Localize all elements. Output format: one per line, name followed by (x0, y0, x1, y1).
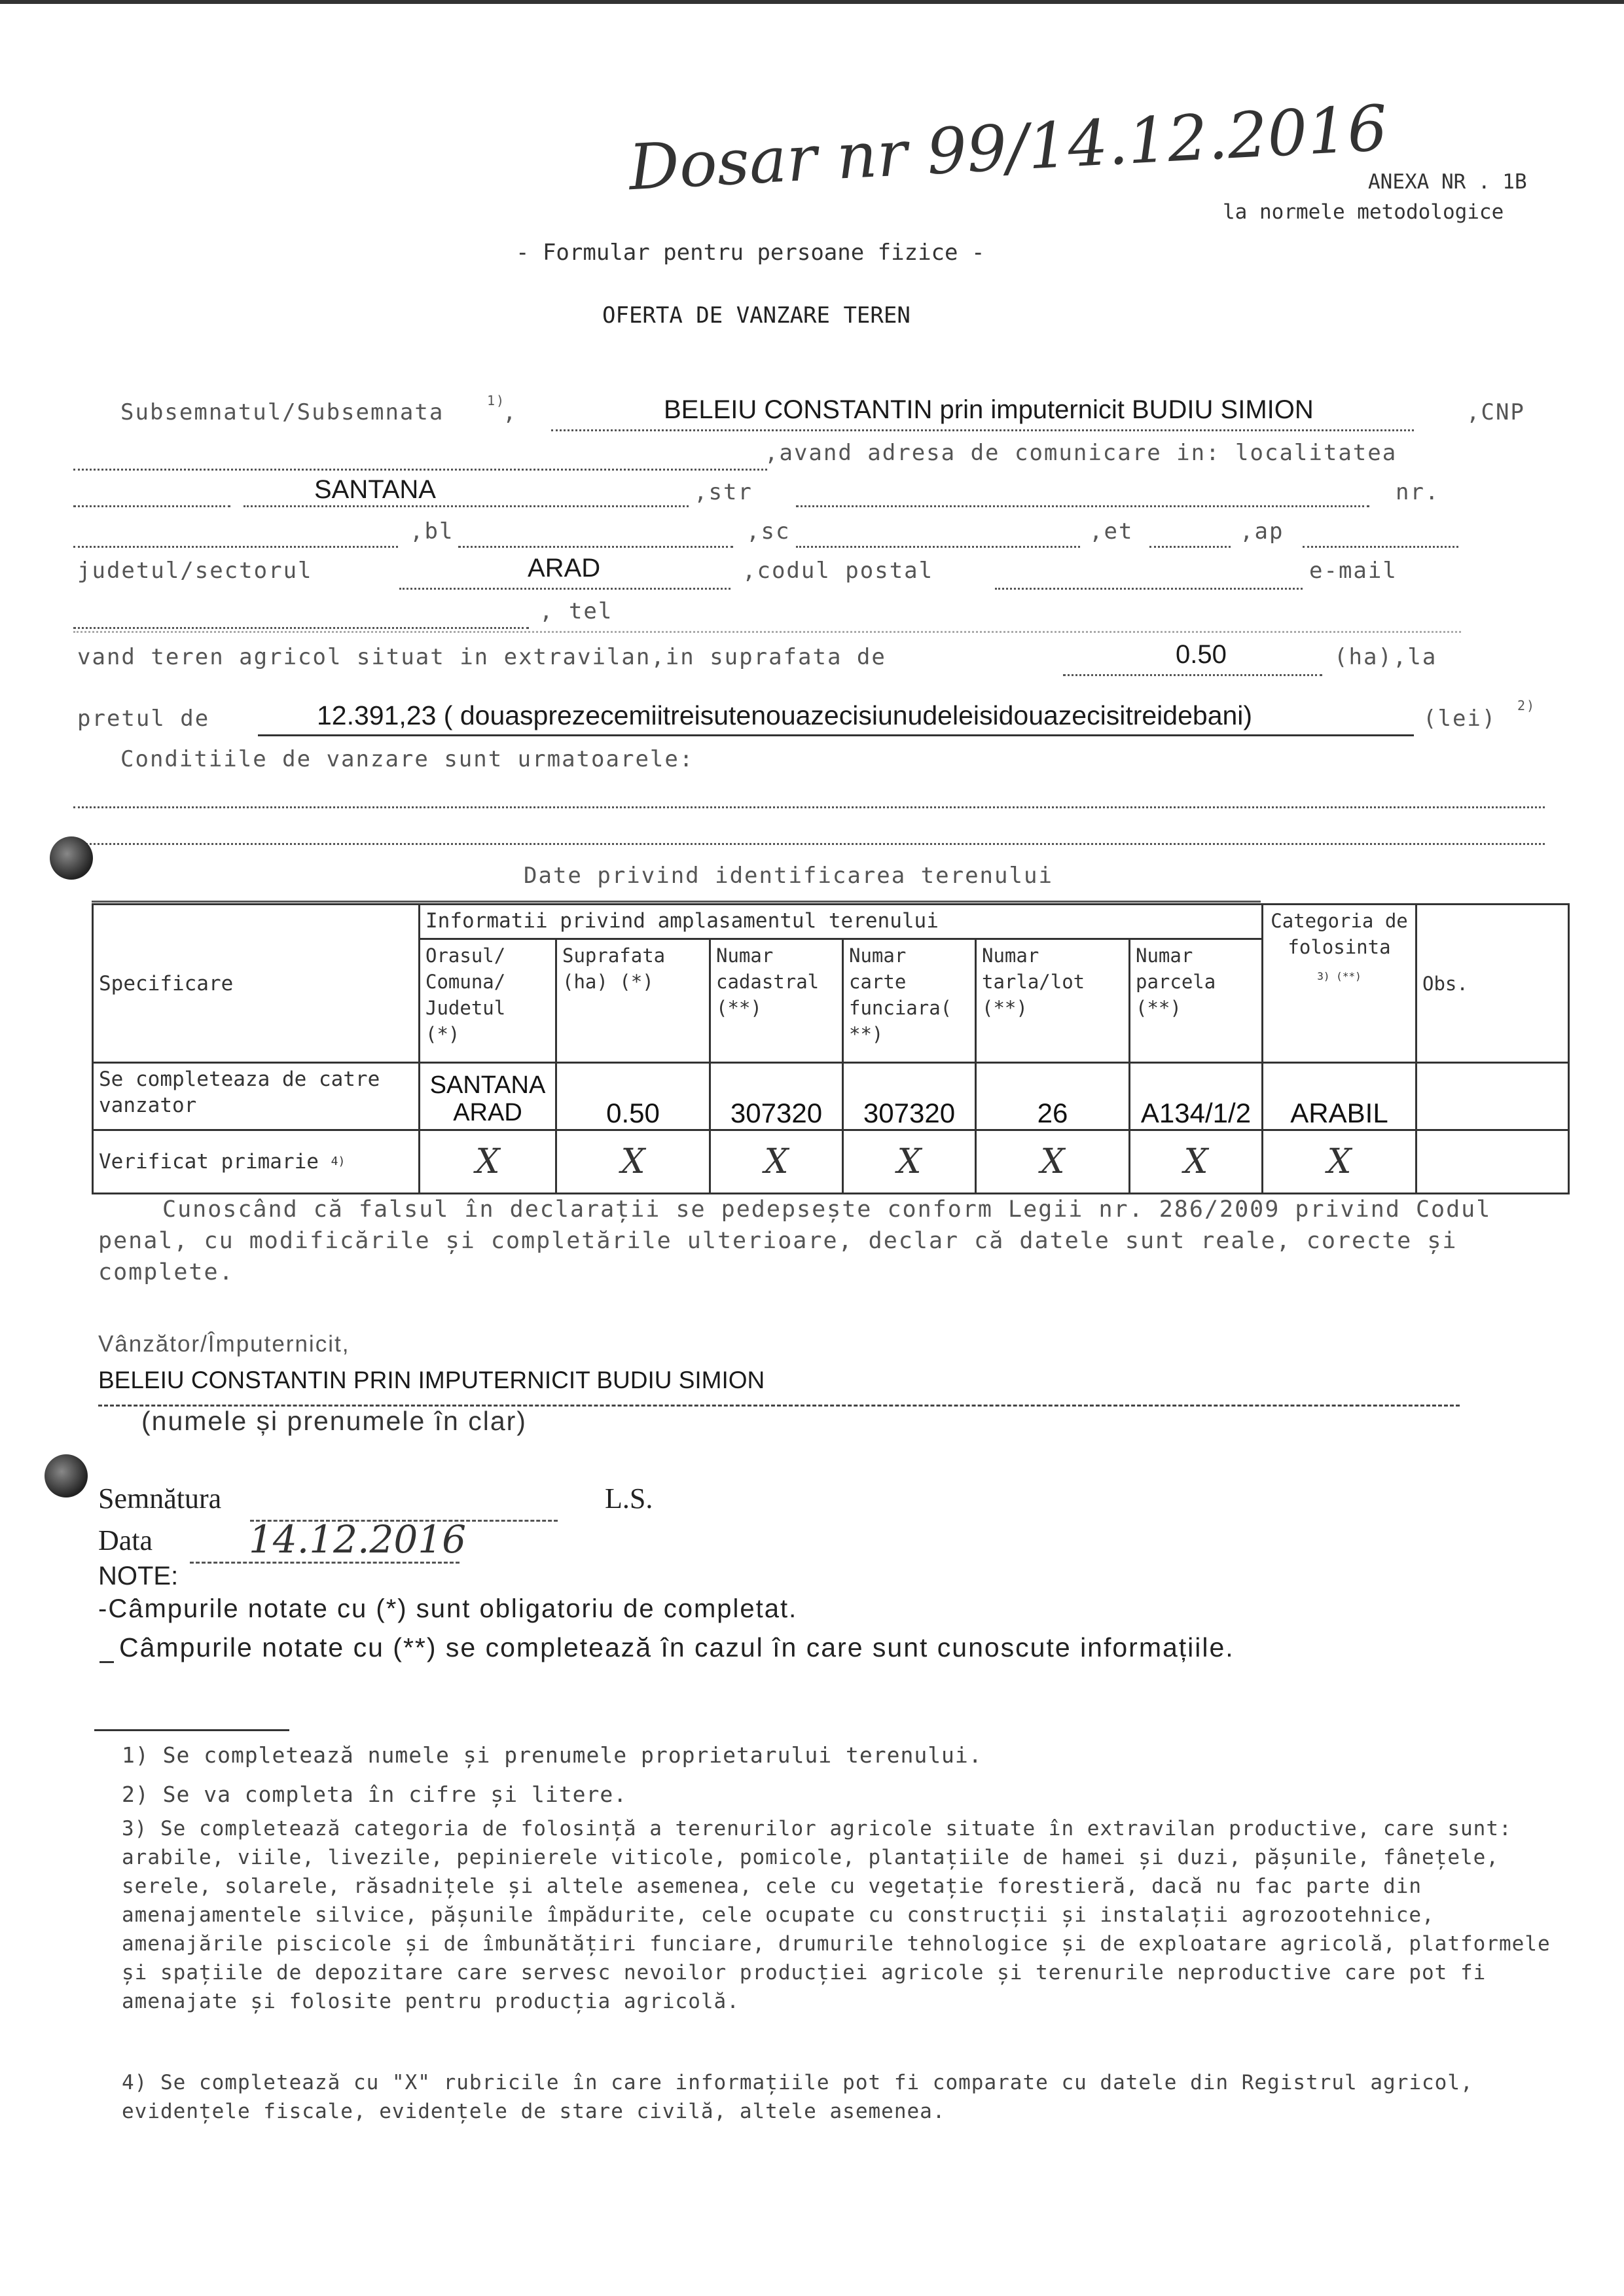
cell-categoria[interactable]: ARABIL (1263, 1063, 1416, 1130)
check-suprafata[interactable]: X (556, 1130, 710, 1194)
str-label: ,str (694, 479, 753, 505)
sc-field-line[interactable] (796, 546, 1080, 548)
group-header: Informatii privind amplasamentul terenului (420, 905, 1263, 939)
col-cadastral-header: Numar cadastral (**) (710, 939, 843, 1063)
lei-label: (lei) (1423, 706, 1497, 732)
str-field-line[interactable] (796, 505, 1369, 507)
adresa-label: ,avand adresa de comunicare in: localitatea (765, 440, 1398, 466)
cod-postal-label: ,codul postal (742, 558, 934, 584)
footnote-2-marker: 2) (1517, 698, 1536, 713)
punch-hole-bottom (45, 1454, 88, 1498)
annex-number: ANEXA NR . 1B (1368, 170, 1527, 194)
subsemnatul-field[interactable]: BELEIU CONSTANTIN prin imputernicit BUDIU SIMION (664, 395, 1314, 424)
col-orasul-header: Orasul/ Comuna/ Judetul (*) (420, 939, 556, 1063)
table-caption: Date privind identificarea terenului (524, 863, 1053, 889)
footnote-2: 2) Se va completa în cifre și litere. (122, 1782, 628, 1807)
bl-field-line[interactable] (458, 546, 733, 548)
footnote-3: 3) Se completează categoria de folosință a terenurilor agricole situate în extravilan productive, care sunt: arabile, viile, livezile, pepinierele viticole, pomicole, plantațiile de hamei și duzi, pășunile, fânețele, serele, solarele, răsadnițele și altele asemenea, cele cu vegetație forestieră, dacă nu fac parte din amenajamentele silvice, pășunile împădurite, cele ocupate cu construcții și instalații agrozootehnice, amenajările piscicole și de îmbunătățiri funciare, drumurile tehnologice și de exploatare agricolă, platformele și spațiile de depozitare care servesc nevoilor producției agricole și terenurile neproductive care pot fi amenajate și folosite pentru producția agricolă. (122, 1817, 1551, 2013)
notes-heading: NOTE: (98, 1562, 179, 1590)
footnote-1: 1) Se completează numele și prenumele proprietarului terenului. (122, 1742, 983, 1768)
judet-field-line (399, 588, 731, 590)
judet-field[interactable]: ARAD (528, 554, 601, 583)
teren-text: vand teren agricol situat in extravilan,in suprafata de (77, 644, 886, 670)
email-label: e-mail (1309, 558, 1398, 584)
signatory-name-caption: (numele și prenumele în clar) (141, 1406, 527, 1436)
footnote-separator (94, 1729, 289, 1731)
tel-label: , tel (539, 598, 613, 624)
tel-field-line[interactable] (73, 631, 1461, 633)
conditii-label: Conditiile de vanzare sunt urmatoarele: (120, 746, 695, 772)
signatory-name-field[interactable]: BELEIU CONSTANTIN PRIN IMPUTERNICIT BUDIU SIMION (98, 1367, 765, 1393)
subsemnatul-label: Subsemnatul/Subsemnata (120, 399, 444, 425)
row-primarie-label (93, 1130, 420, 1194)
cod-postal-field-line[interactable] (995, 588, 1303, 590)
conditii-line-2[interactable] (73, 843, 1545, 845)
data-field[interactable]: 14.12.2016 (249, 1517, 467, 1562)
obs-header: Obs. (1416, 905, 1569, 1063)
check-orasul[interactable]: X (420, 1130, 556, 1194)
col-carte-funciara-header: Numar carte funciara( **) (843, 939, 976, 1063)
suprafata-field[interactable]: 0.50 (1176, 640, 1227, 669)
et-field-line[interactable] (1149, 546, 1231, 548)
ap-label: ,ap (1240, 518, 1284, 545)
scan-top-edge (0, 0, 1624, 4)
ls-label: L.S. (605, 1482, 653, 1515)
handwritten-dossier-ref: Dosar nr 99/14.12.2016 (626, 91, 1390, 205)
annex-subtitle: la normele metodologice (1223, 200, 1504, 224)
page-title: OFERTA DE VANZARE TEREN (602, 302, 911, 329)
col-tarla-header: Numar tarla/lot (**) (976, 939, 1130, 1063)
form-type: - Formular pentru persoane fizice - (516, 240, 985, 266)
conditii-line-1[interactable] (73, 806, 1545, 808)
nr-field-line[interactable] (73, 546, 398, 548)
comma-separator: , (503, 399, 518, 425)
email-field-line[interactable] (73, 627, 529, 629)
row-primarie-note: 4) (331, 1155, 346, 1168)
cell-orasul[interactable]: SANTANA ARAD (420, 1063, 556, 1130)
suprafata-field-line (1063, 674, 1322, 676)
sc-label: ,sc (746, 518, 791, 545)
declaration-text: Cunoscând că falsul în declarații se pedepsește conform Legii nr. 286/2009 privind Codul penal, cu modificările și completările ulterioare, declar că datele sunt reale, corecte și complete. (98, 1196, 1492, 1285)
check-carte-funciara[interactable]: X (843, 1130, 976, 1194)
categoria-header-note: 3) (**) (1317, 970, 1362, 982)
semnatura-label: Semnătura (98, 1482, 222, 1515)
categoria-header (1263, 905, 1416, 1063)
cell-suprafata[interactable]: 0.50 (556, 1063, 710, 1130)
ha-label: (ha),la (1334, 644, 1437, 670)
et-label: ,et (1089, 518, 1134, 545)
cell-parcela[interactable]: A134/1/2 (1130, 1063, 1263, 1130)
cell-carte-funciara[interactable]: 307320 (843, 1063, 976, 1130)
role-label: Vânzător/Împuternicit, (98, 1331, 350, 1357)
localitatea-pre-line (73, 505, 230, 507)
cell-cadastral[interactable]: 307320 (710, 1063, 843, 1130)
col-parcela-header: Numar parcela (**) (1130, 939, 1263, 1063)
nr-label: nr. (1396, 479, 1440, 505)
note-1: -Câmpurile notate cu (*) sunt obligatoriu de completat. (98, 1594, 798, 1623)
cell-tarla[interactable]: 26 (976, 1063, 1130, 1130)
specificare-header: Specificare (93, 905, 420, 1063)
ap-field-line[interactable] (1303, 546, 1458, 548)
check-obs[interactable] (1416, 1130, 1569, 1194)
check-tarla[interactable]: X (976, 1130, 1130, 1194)
footnote-4: 4) Se completează cu "X" rubricile în care informațiile pot fi comparate cu datele din Registrul agricol, evidențele fiscale, evidențele de stare civilă, altele asemenea. (122, 2071, 1473, 2123)
check-categoria[interactable]: X (1263, 1130, 1416, 1194)
footnote-1-marker: 1) (487, 393, 506, 408)
cell-obs[interactable] (1416, 1063, 1569, 1130)
row-primarie-label-text: Verificat primarie (99, 1150, 319, 1174)
note-2: Câmpurile notate cu (**) se completează în cazul în care sunt cunoscute informațiile. (119, 1632, 1235, 1662)
pret-field[interactable]: 12.391,23 ( douasprezecemiitreisutenouazecisiunudeleisidouazecisitreidebani) (317, 700, 1253, 730)
localitatea-field[interactable]: SANTANA (314, 475, 436, 504)
pret-field-line (258, 734, 1414, 736)
col-suprafata-header: Suprafata (ha) (*) (556, 939, 710, 1063)
data-label: Data (98, 1524, 153, 1556)
punch-hole-top (50, 836, 93, 880)
check-cadastral[interactable]: X (710, 1130, 843, 1194)
check-parcela[interactable]: X (1130, 1130, 1263, 1194)
cnp-field-line[interactable] (73, 469, 767, 471)
cnp-label: ,CNP (1466, 399, 1525, 425)
judet-label: judetul/sectorul (77, 558, 313, 584)
data-field-line (190, 1562, 460, 1564)
bl-label: ,bl (410, 518, 454, 545)
categoria-header-label: Categoria de folosinta (1271, 910, 1408, 958)
table-top-rule (92, 901, 1261, 903)
pret-label: pretul de (77, 706, 210, 732)
note-2-dash (99, 1661, 114, 1663)
subsemnatul-field-line (551, 429, 1414, 431)
row-vanzator-label: Se completeaza de catre vanzator (93, 1063, 420, 1130)
localitatea-field-line (244, 505, 689, 507)
land-identification-table (92, 903, 1570, 1194)
